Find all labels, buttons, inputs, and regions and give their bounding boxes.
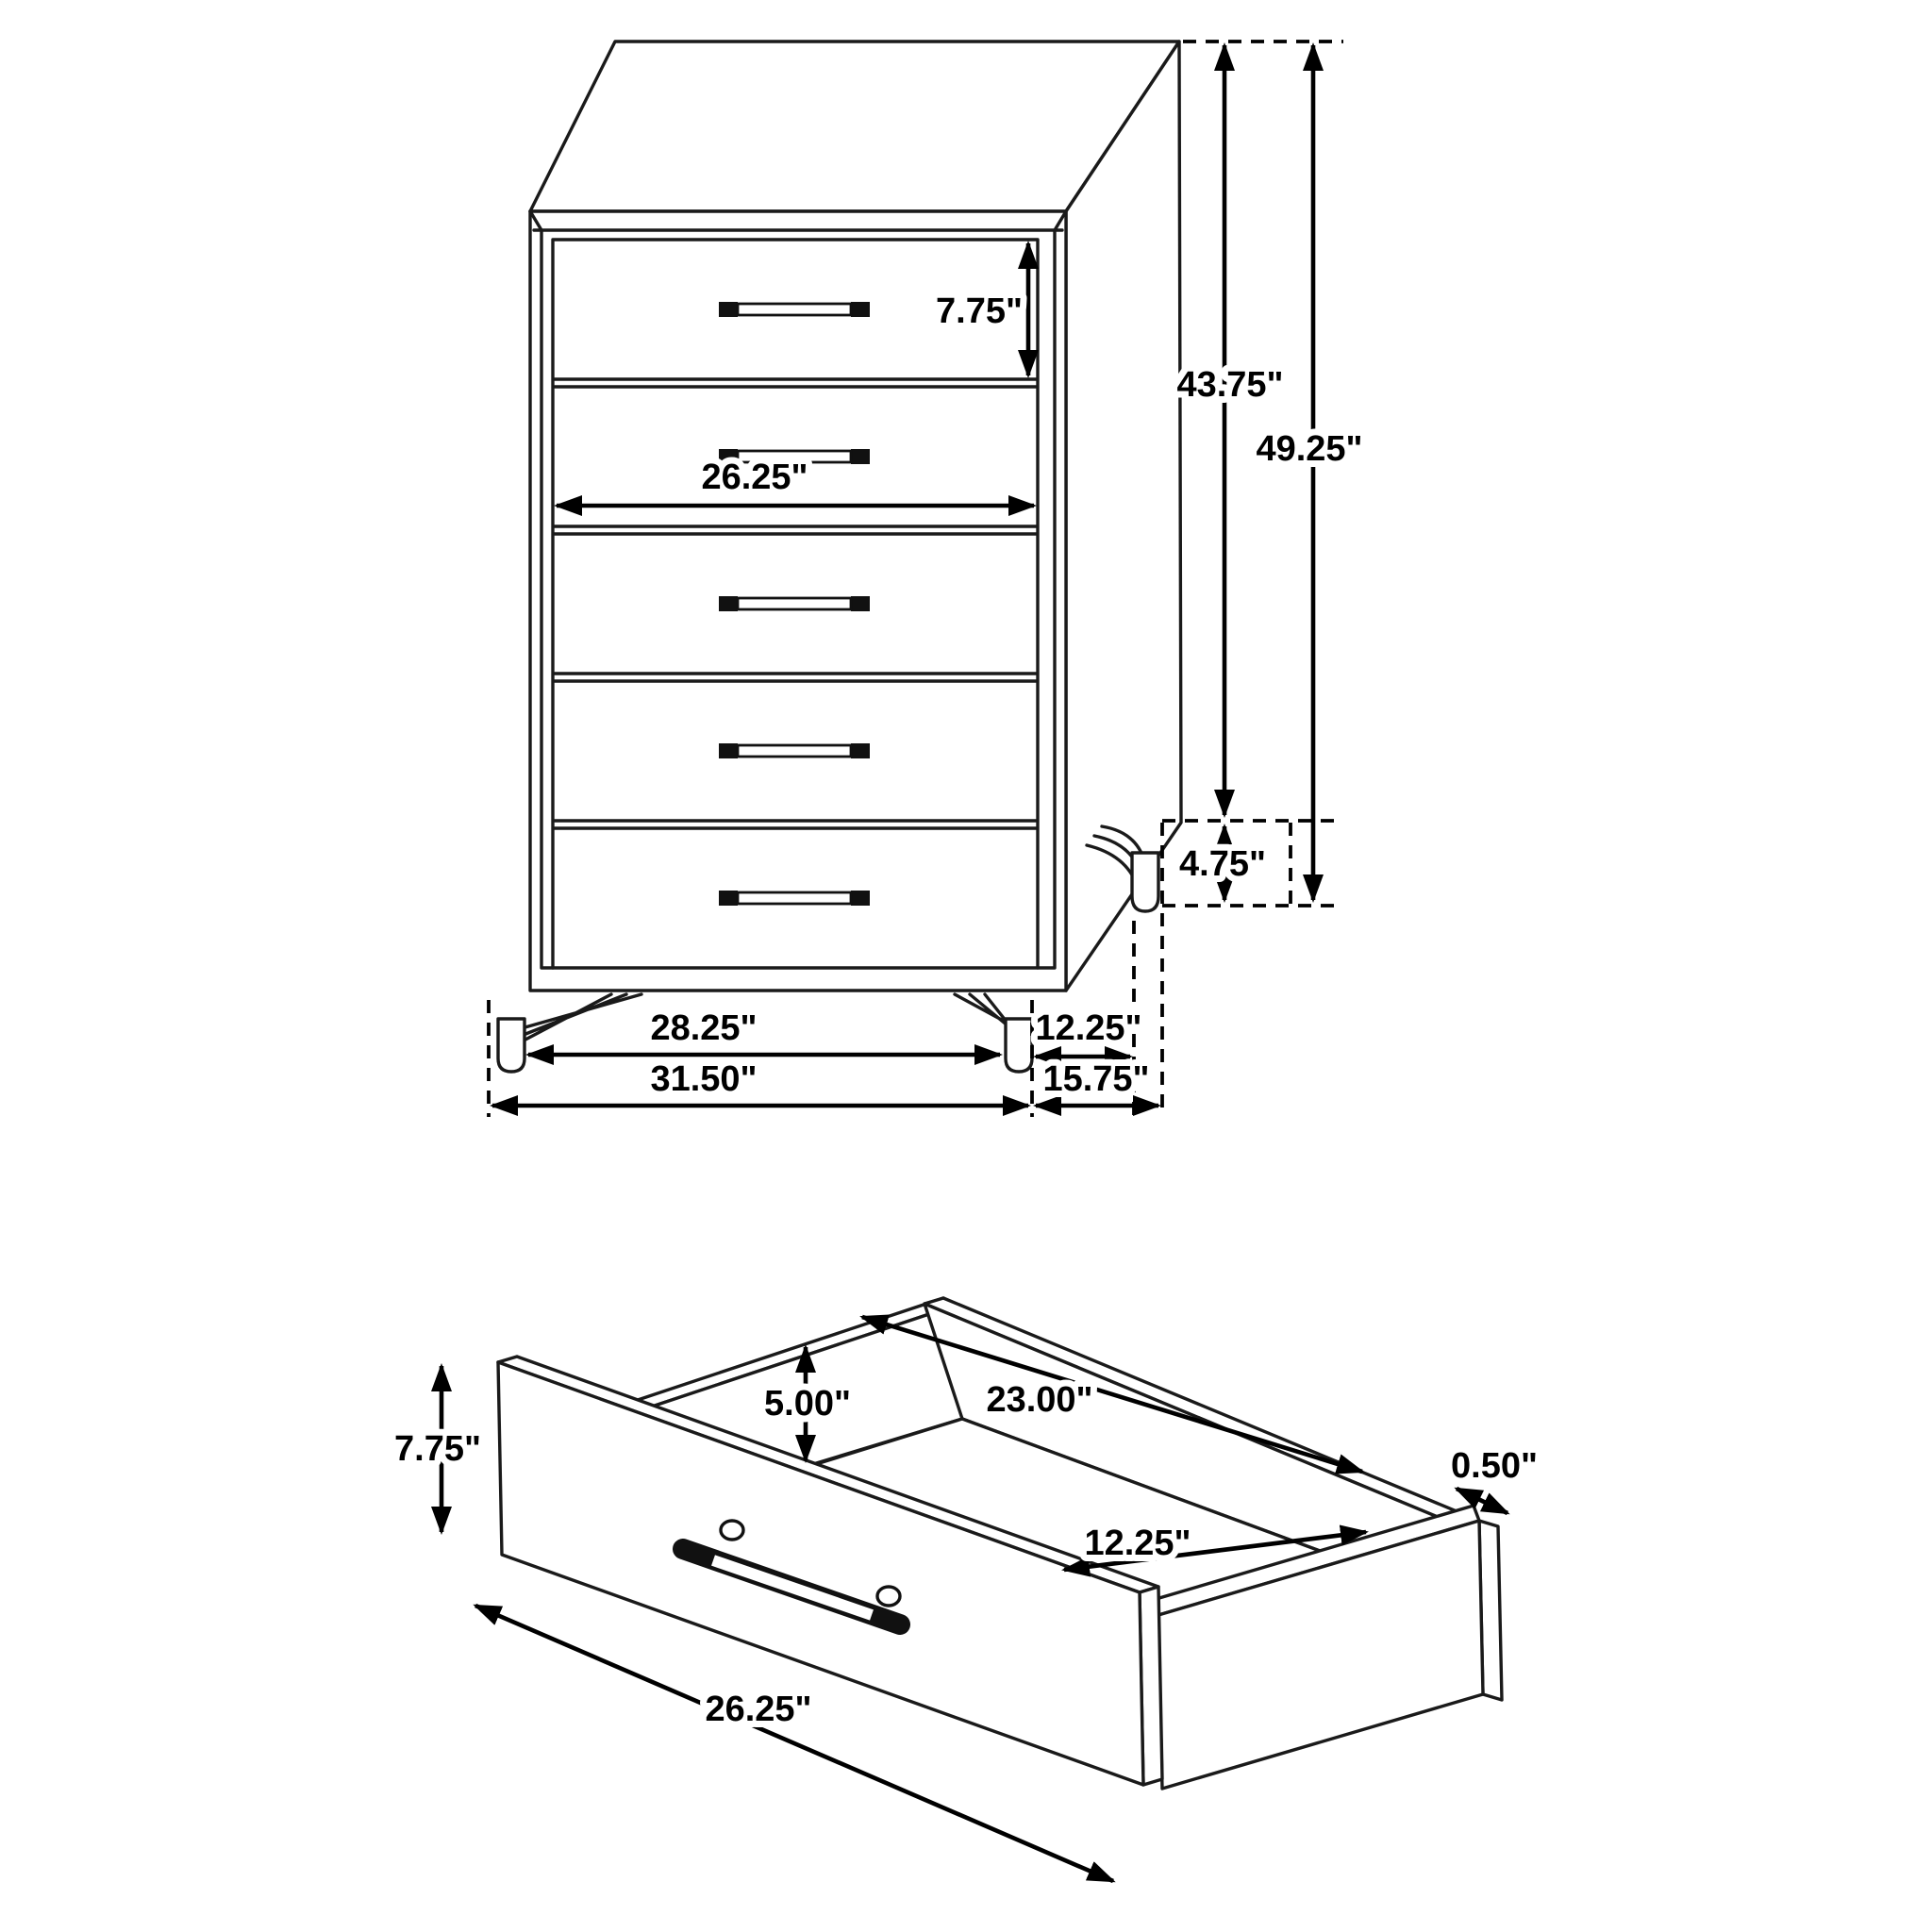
dim-label: 26.25": [701, 458, 808, 497]
dim-label: 7.75": [394, 1429, 481, 1469]
dim-label: 7.75": [936, 291, 1023, 331]
dim-side-leg-spacing: [1035, 1008, 1141, 1057]
dim-label: 12.25": [1035, 1008, 1142, 1048]
dim-front-panel-height: [394, 1366, 481, 1532]
drawer-diagram: [394, 1298, 1538, 1881]
dim-leg-height: [1179, 826, 1266, 900]
dim-label: 28.25": [650, 1008, 758, 1048]
drawer-handle-icon: [719, 596, 870, 611]
dim-panel-thickness: [1451, 1446, 1538, 1513]
drawer-handle-icon: [719, 891, 870, 906]
drawer-handle-icon: [719, 743, 870, 758]
dim-label: 0.50": [1451, 1446, 1538, 1486]
dim-label: 31.50": [650, 1059, 758, 1099]
dim-label: 26.25": [705, 1690, 812, 1729]
dim-label: 4.75": [1179, 844, 1266, 884]
dim-label: 43.75": [1176, 365, 1284, 405]
dim-label: 49.25": [1256, 429, 1363, 469]
dim-overall-height: [1256, 45, 1362, 900]
front-left-leg: [498, 994, 641, 1072]
dim-overall-width: [492, 1059, 1028, 1106]
dim-overall-depth: [1036, 1059, 1158, 1106]
dim-label: 5.00": [764, 1384, 851, 1424]
dim-label: 15.75": [1042, 1059, 1150, 1099]
dim-front-leg-spacing: [528, 1008, 1000, 1055]
chest-diagram: [489, 42, 1363, 1117]
chest-body: [530, 42, 1181, 991]
front-right-leg: [955, 994, 1032, 1072]
dim-label: 12.25": [1084, 1524, 1191, 1563]
dim-label: 23.00": [986, 1380, 1093, 1420]
drawer-handle-icon: [719, 302, 870, 317]
